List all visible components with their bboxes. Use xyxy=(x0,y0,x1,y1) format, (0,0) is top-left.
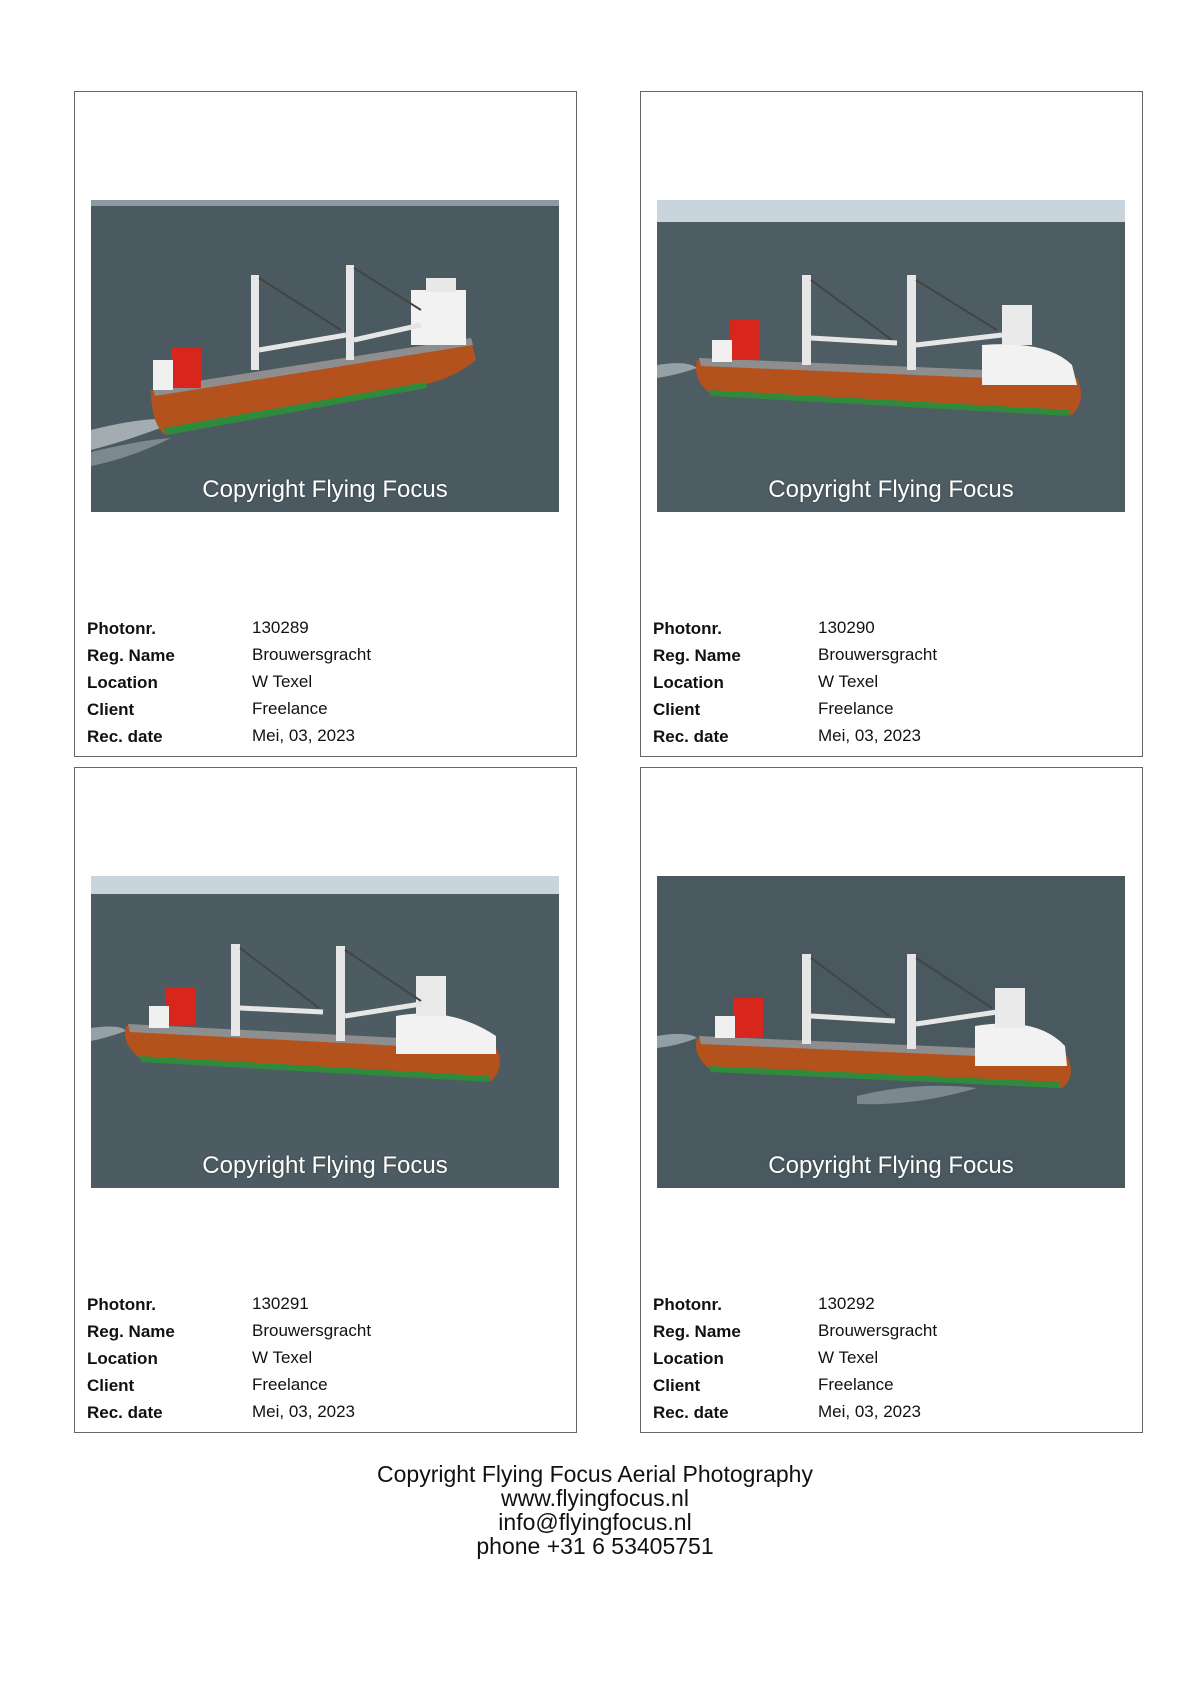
location-label: Location xyxy=(87,1349,158,1368)
ship-photo[interactable] xyxy=(657,200,1125,512)
rec-date-value: Mei, 03, 2023 xyxy=(252,725,356,745)
client-label: Client xyxy=(87,700,135,719)
email-link[interactable]: info@flyingfocus.nl xyxy=(498,1509,692,1535)
photo-metadata xyxy=(653,614,1123,749)
ship-image xyxy=(657,200,1125,512)
photo-card xyxy=(74,91,577,757)
location-label: Location xyxy=(653,673,724,692)
ship-image xyxy=(657,876,1125,1188)
photo-metadata xyxy=(87,614,557,749)
photonr-value: 130290 xyxy=(818,617,875,637)
rec-date-value: Mei, 03, 2023 xyxy=(818,725,922,745)
watermark: Copyright Flying Focus xyxy=(768,1152,1014,1179)
reg-name-label: Reg. Name xyxy=(87,646,175,665)
photonr-label: Photonr. xyxy=(87,1295,156,1314)
photonr-label: Photonr. xyxy=(653,619,722,638)
reg-name-label: Reg. Name xyxy=(653,646,741,665)
location-value: W Texel xyxy=(818,1347,879,1367)
location-value: W Texel xyxy=(818,671,879,691)
rec-date-label: Rec. date xyxy=(87,727,163,746)
page-footer xyxy=(0,1462,1190,1558)
watermark: Copyright Flying Focus xyxy=(768,476,1014,503)
client-label: Client xyxy=(87,1376,135,1395)
photonr-value: 130292 xyxy=(818,1293,875,1313)
website-link[interactable]: www.flyingfocus.nl xyxy=(501,1485,689,1511)
location-label: Location xyxy=(87,673,158,692)
ship-photo[interactable] xyxy=(91,200,559,512)
client-label: Client xyxy=(653,700,701,719)
photo-card xyxy=(640,767,1143,1433)
photo-metadata xyxy=(653,1290,1123,1425)
watermark: Copyright Flying Focus xyxy=(202,1152,448,1179)
rec-date-label: Rec. date xyxy=(87,1403,163,1422)
phone-number: phone +31 6 53405751 xyxy=(476,1533,714,1559)
location-value: W Texel xyxy=(252,1347,313,1367)
client-value: Freelance xyxy=(252,698,328,718)
ship-image xyxy=(91,876,559,1188)
reg-name-value: Brouwersgracht xyxy=(818,644,938,664)
reg-name-label: Reg. Name xyxy=(87,1322,175,1341)
location-label: Location xyxy=(653,1349,724,1368)
reg-name-value: Brouwersgracht xyxy=(252,644,372,664)
location-value: W Texel xyxy=(252,671,313,691)
photo-card xyxy=(74,767,577,1433)
client-value: Freelance xyxy=(252,1374,328,1394)
ship-image xyxy=(91,200,559,512)
photonr-label: Photonr. xyxy=(87,619,156,638)
photo-card xyxy=(640,91,1143,757)
rec-date-label: Rec. date xyxy=(653,1403,729,1422)
photo-metadata xyxy=(87,1290,557,1425)
ship-photo[interactable] xyxy=(657,876,1125,1188)
reg-name-value: Brouwersgracht xyxy=(818,1320,938,1340)
photonr-value: 130291 xyxy=(252,1293,309,1313)
client-value: Freelance xyxy=(818,698,894,718)
ship-photo[interactable] xyxy=(91,876,559,1188)
rec-date-label: Rec. date xyxy=(653,727,729,746)
reg-name-value: Brouwersgracht xyxy=(252,1320,372,1340)
photonr-value: 130289 xyxy=(252,617,309,637)
client-label: Client xyxy=(653,1376,701,1395)
rec-date-value: Mei, 03, 2023 xyxy=(252,1401,356,1421)
rec-date-value: Mei, 03, 2023 xyxy=(818,1401,922,1421)
photonr-label: Photonr. xyxy=(653,1295,722,1314)
client-value: Freelance xyxy=(818,1374,894,1394)
watermark: Copyright Flying Focus xyxy=(202,476,448,503)
copyright-line: Copyright Flying Focus Aerial Photography xyxy=(377,1461,813,1487)
reg-name-label: Reg. Name xyxy=(653,1322,741,1341)
